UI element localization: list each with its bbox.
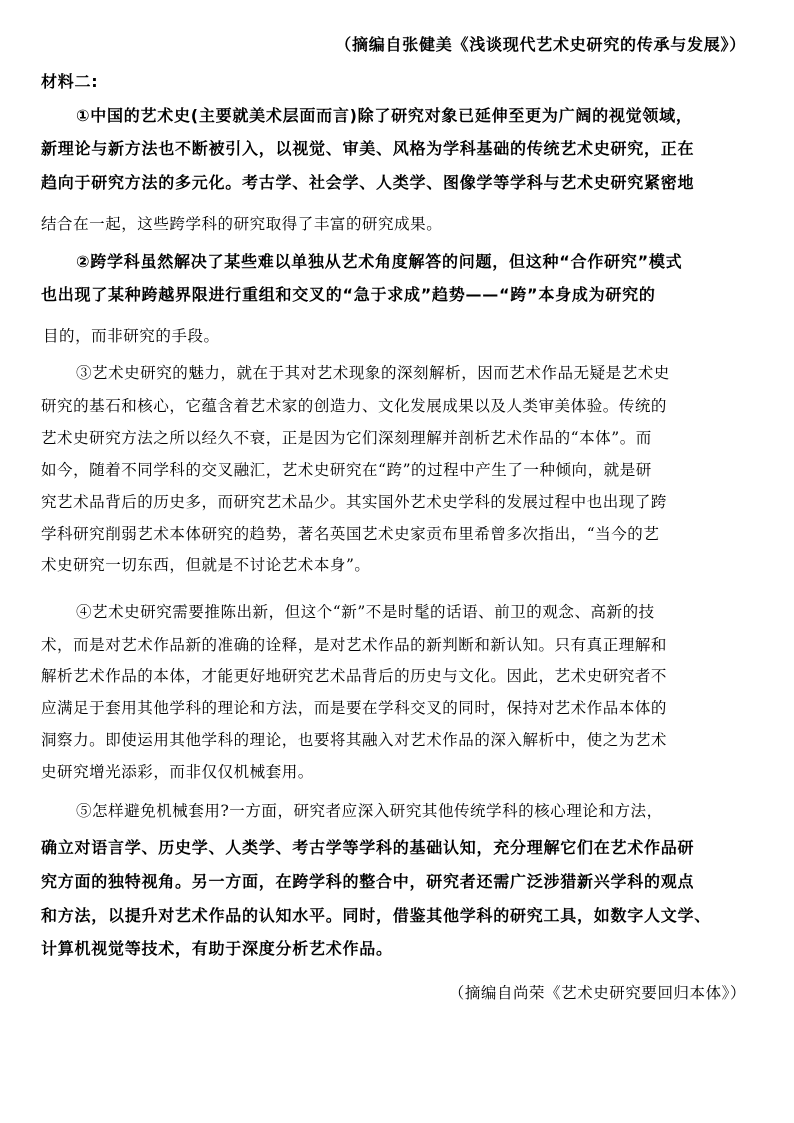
text-line: 术，而是对艺术作品新的准确的诠释，是对艺术作品的新判断和新认知。只有真正理解和 bbox=[41, 636, 667, 654]
text-line: 如今，随着不同学科的交叉融汇，艺术史研究在“跨”的过程中产生了一种倾向，就是研 bbox=[41, 461, 652, 479]
text-line: 研究的基石和核心，它蕴含着艺术家的创造力、文化发展成果以及人类审美体验。传统的 bbox=[41, 397, 667, 415]
text-line: 新理论与新方法也不断被引入，以视觉、审美、风格为学科基础的传统艺术史研究，正在 bbox=[41, 139, 695, 158]
source-citation-bottom: （摘编自尚荣《艺术史研究要回归本体》） bbox=[448, 984, 746, 1002]
text-line: 学科研究削弱艺术本体研究的趋势，著名英国艺术史家贡布里希曾多次指出，“当今的艺 bbox=[41, 525, 660, 543]
text-line: 应满足于套用其他学科的理论和方法，而是要在学科交叉的同时，保持对艺术作品本体的 bbox=[41, 699, 667, 717]
text-line: 洞察力。即使运用其他学科的理论，也要将其融入对艺术作品的深入解析中，使之为艺术 bbox=[41, 731, 667, 749]
text-line: ③艺术史研究的魅力，就在于其对艺术现象的深刻解析，因而艺术作品无疑是艺术史 bbox=[76, 364, 670, 382]
text-line: 结合在一起，这些跨学科的研究取得了丰富的研究成果。 bbox=[41, 215, 443, 233]
text-line: ②跨学科虽然解决了某些难以单独从艺术角度解答的问题，但这种“合作研究”模式 bbox=[76, 252, 683, 271]
text-line: 艺术史研究方法之所以经久不衰，正是因为它们深刻理解并剖析艺术作品的“本体”。而 bbox=[41, 429, 652, 447]
text-line: 目的，而非研究的手段。 bbox=[43, 327, 220, 345]
text-line: 史研究增光添彩，而非仅仅机械套用。 bbox=[41, 763, 314, 781]
text-line: 究艺术品背后的历史多，而研究艺术品少。其实国外艺术史学科的发展过程中也出现了跨 bbox=[41, 493, 667, 511]
text-line: 和方法，以提升对艺术作品的认知水平。同时，借鉴其他学科的研究工具，如数字人文学、 bbox=[41, 906, 712, 925]
text-line: 也出现了某种跨越界限进行重组和交叉的“急于求成”趋势——“跨”本身成为研究的 bbox=[41, 285, 656, 304]
text-line: 确立对语言学、历史学、人类学、考古学等学科的基础认知，充分理解它们在艺术作品研 bbox=[41, 838, 695, 857]
section-heading: 材料二: bbox=[41, 72, 99, 91]
source-citation-top: （摘编自张健美《浅谈现代艺术史研究的传承与发展》） bbox=[335, 35, 746, 54]
text-line: 究方面的独特视角。另一方面，在跨学科的整合中，研究者还需广泛涉猎新兴学科的观点 bbox=[41, 872, 695, 891]
text-line: ⑤怎样避免机械套用?一方面，研究者应深入研究其他传统学科的核心理论和方法， bbox=[76, 802, 663, 820]
text-line: 术史研究一切东西，但就是不讨论艺术本身”。 bbox=[41, 556, 371, 574]
text-line: ①中国的艺术史(主要就美术层面而言)除了研究对象已延伸至更为广阔的视觉领域， bbox=[76, 106, 693, 125]
text-line: ④艺术史研究需要推陈出新，但这个“新”不是时髦的话语、前卫的观念、高新的技 bbox=[76, 603, 655, 621]
text-line: 计算机视觉等技术，有助于深度分析艺术作品。 bbox=[41, 939, 393, 958]
text-line: 解析艺术作品的本体，才能更好地研究艺术品背后的历史与文化。因此，艺术史研究者不 bbox=[41, 667, 667, 685]
text-line: 趋向于研究方法的多元化。考古学、社会学、人类学、图像学等学科与艺术史研究紧密地 bbox=[41, 173, 695, 192]
